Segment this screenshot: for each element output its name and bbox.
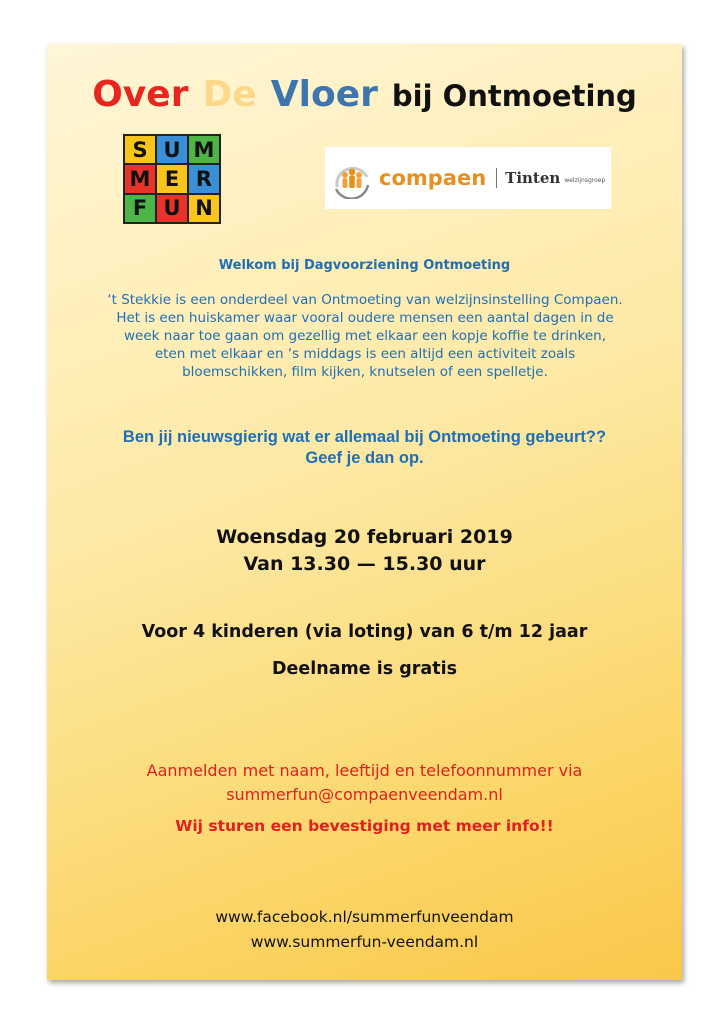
- intro-line: Het is een huiskamer waar vooral oudere mensen een aantal dagen in de: [116, 310, 614, 326]
- summerfun-letter: N: [189, 195, 219, 222]
- web-links: [47, 905, 682, 955]
- event-datetime: [47, 524, 682, 578]
- tinten-name: Tinten: [505, 169, 561, 187]
- price-text: Deelname is gratis: [272, 659, 457, 679]
- website-link[interactable]: www.summerfun-veendam.nl: [250, 933, 479, 951]
- welcome-heading: Welkom bij Dagvoorziening Ontmoeting: [218, 258, 511, 273]
- title-over: Over: [92, 74, 189, 115]
- poster-title: [47, 74, 682, 115]
- facebook-link[interactable]: www.facebook.nl/summerfunveendam: [215, 908, 514, 926]
- summerfun-letter: U: [157, 136, 187, 163]
- question-line: Ben jij nieuwsgierig wat er allemaal bij Ontmoeting gebeurt??: [122, 428, 607, 446]
- summerfun-letter: S: [125, 136, 155, 163]
- compaen-tinten-logo: [325, 147, 611, 209]
- participants-text: Voor 4 kinderen (via loting) van 6 t/m 12 jaar: [141, 622, 588, 642]
- logo-divider: [496, 168, 497, 188]
- event-time: Van 13.30 — 15.30 uur: [243, 553, 486, 575]
- summerfun-letter: M: [189, 136, 219, 163]
- compaen-name: compaen: [379, 166, 487, 190]
- compaen-people-icon: [331, 157, 373, 199]
- summerfun-letter: M: [125, 165, 155, 192]
- title-de: De: [202, 74, 257, 115]
- intro-paragraph: [55, 291, 675, 381]
- signup-text: Aanmelden met naam, leeftijd en telefoonnummer via: [146, 761, 583, 780]
- confirmation-text: Wij sturen een bevestiging met meer info!!: [175, 817, 554, 835]
- intro-line: week naar toe gaan om gezellig met elkaar een kopje koffie te drinken,: [124, 328, 606, 344]
- question-text: [47, 427, 682, 469]
- tinten-subtitle: welzijnsgroep: [564, 177, 606, 184]
- intro-line: bloemschikken, film kijken, knutselen of een spelletje.: [182, 364, 548, 380]
- intro-line: eten met elkaar en ‘s middags is een altijd een activiteit zoals: [154, 346, 576, 362]
- summerfun-letter: U: [157, 195, 187, 222]
- summerfun-letter: R: [189, 165, 219, 192]
- summerfun-logo: [123, 134, 221, 224]
- title-vloer: Vloer: [270, 74, 378, 115]
- intro-line: ‘t Stekkie is een onderdeel van Ontmoeting van welzijnsinstelling Compaen.: [107, 292, 623, 308]
- event-date: Woensdag 20 februari 2019: [216, 526, 513, 548]
- summerfun-letter: E: [157, 165, 187, 192]
- title-bij-ontmoeting: bij Ontmoeting: [391, 79, 637, 113]
- signup-info: [47, 759, 682, 807]
- question-line: Geef je dan op.: [305, 449, 424, 467]
- poster: [47, 44, 682, 980]
- summerfun-letter: F: [125, 195, 155, 222]
- signup-email-link[interactable]: summerfun@compaenveendam.nl: [226, 785, 503, 804]
